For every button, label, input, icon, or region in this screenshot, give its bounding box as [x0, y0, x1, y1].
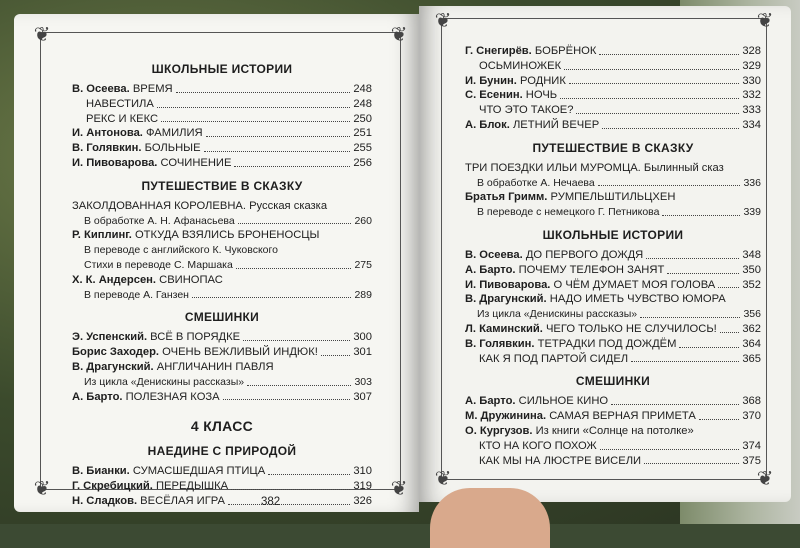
leader-dots — [321, 355, 350, 356]
entry-text: ВЕСЁЛАЯ ИГРА — [137, 494, 225, 507]
entry-page-number: 300 — [353, 331, 372, 344]
toc-entry — [465, 248, 761, 263]
leader-dots — [679, 347, 739, 348]
toc-entry — [72, 228, 372, 243]
ornament-icon: ❦ — [756, 466, 774, 490]
toc-entry — [465, 74, 761, 89]
leader-dots — [720, 332, 740, 333]
entry-page-number: 251 — [353, 127, 372, 140]
leader-dots — [228, 504, 350, 505]
ornament-icon: ❦ — [434, 8, 452, 32]
toc-entry — [465, 424, 761, 439]
leader-dots — [564, 69, 739, 70]
leader-dots — [640, 317, 740, 318]
leader-dots — [161, 121, 350, 122]
leader-dots — [602, 128, 739, 129]
entry-page-number: 334 — [742, 118, 761, 131]
entry-text: БОЛЬНЫЕ — [141, 142, 201, 155]
section-title: НАЕДИНЕ С ПРИРОДОЙ — [147, 444, 297, 459]
thumb — [430, 488, 550, 548]
entry-author: Х. К. Андерсен. — [72, 273, 157, 286]
toc-entry — [465, 292, 761, 307]
entry-author: М. Дружинина. — [465, 410, 547, 423]
section-title: СМЕШИНКИ — [575, 374, 651, 389]
entry-text: КТО НА КОГО ПОХОЖ — [479, 439, 597, 452]
entry-title — [86, 112, 158, 127]
entry-title — [477, 205, 659, 220]
leader-dots — [560, 98, 739, 99]
leader-dots — [646, 258, 739, 259]
entry-author: Г. Снегирёв. — [465, 45, 532, 57]
toc-entry — [465, 409, 761, 424]
entry-page-number: 248 — [353, 83, 372, 95]
toc-entry — [465, 322, 761, 337]
entry-page-number: 348 — [742, 248, 761, 261]
toc-entry — [465, 352, 761, 367]
entry-title — [465, 74, 566, 89]
toc-entry — [72, 112, 372, 127]
entry-text: ВРЕМЯ — [129, 83, 173, 95]
entry-text: КАК Я ПОД ПАРТОЙ СИДЕЛ — [479, 352, 629, 365]
toc-entry — [465, 103, 761, 118]
ornament-icon: ❦ — [33, 476, 51, 500]
entry-title — [465, 409, 696, 424]
entry-author: В. Бианки. — [72, 465, 130, 478]
toc-entry — [465, 278, 761, 293]
entry-page-number: 248 — [353, 97, 372, 110]
toc-entry — [72, 330, 372, 345]
entry-title — [84, 214, 235, 229]
entry-page-number: 362 — [742, 322, 761, 335]
entry-title — [477, 307, 637, 322]
leader-dots — [192, 297, 351, 298]
entry-text: ОСЬМИНОЖЕК — [479, 59, 562, 72]
entry-title — [465, 278, 715, 293]
toc-entry — [72, 360, 372, 375]
entry-title — [72, 228, 319, 243]
toc-entry — [72, 479, 372, 494]
toc-entry — [465, 176, 761, 191]
toc-entry — [465, 454, 761, 469]
entry-title — [465, 394, 608, 409]
toc-entry — [465, 44, 761, 59]
entry-author: В. Осеева. — [465, 248, 523, 261]
toc-entry — [72, 288, 372, 303]
left-page — [14, 14, 419, 512]
entry-page-number: 330 — [742, 74, 761, 87]
entry-title — [477, 176, 595, 191]
section-title: ШКОЛЬНЫЕ ИСТОРИИ — [542, 227, 684, 242]
entry-author: И. Пивоварова. — [72, 156, 158, 169]
entry-title — [479, 439, 597, 454]
entry-text: ЧТО ЭТО ТАКОЕ? — [479, 104, 574, 117]
entry-page-number: 333 — [742, 104, 761, 117]
entry-title — [84, 258, 233, 273]
section-title: СМЕШИНКИ — [184, 310, 260, 325]
section-title: ШКОЛЬНЫЕ ИСТОРИИ — [151, 62, 293, 76]
entry-page-number: 339 — [743, 206, 761, 219]
entry-text: РОДНИК — [516, 74, 566, 87]
entry-text: ПЕРЕДЫШКА — [152, 480, 229, 493]
entry-title — [72, 479, 228, 494]
toc-entry — [72, 126, 372, 141]
entry-text: КАК МЫ НА ЛЮСТРЕ ВИСЕЛИ — [479, 454, 642, 467]
toc-entry — [465, 337, 761, 352]
entry-page-number: 255 — [353, 142, 372, 155]
entry-page-number: 319 — [353, 480, 372, 493]
entry-author: Л. Каминский. — [465, 322, 543, 335]
entry-title — [465, 161, 724, 176]
entry-text: ЧЕГО ТОЛЬКО НЕ СЛУЧИЛОСЬ! — [542, 322, 717, 335]
toc-entry — [465, 59, 761, 74]
entry-text: ПОЧЕМУ ТЕЛЕФОН ЗАНЯТ — [515, 263, 665, 276]
toc-entry — [72, 375, 372, 390]
leader-dots — [598, 185, 741, 186]
entry-text: ОТКУДА ВЗЯЛИСЬ БРОНЕНОСЦЫ — [131, 229, 320, 242]
entry-title — [72, 141, 201, 156]
entry-title — [72, 82, 173, 97]
entry-author: И. Антонова. — [72, 127, 143, 140]
entry-title — [72, 156, 231, 171]
entry-page-number: 256 — [353, 156, 372, 169]
entry-page-number: 370 — [742, 410, 761, 423]
entry-author: В. Осеева. — [72, 83, 130, 95]
toc-entry — [72, 199, 372, 214]
ornament-icon: ❦ — [33, 22, 51, 46]
section-title: 4 КЛАСС — [190, 418, 254, 435]
entry-text: ТЕТРАДКИ ПОД ДОЖДЁМ — [534, 337, 677, 350]
entry-page-number: 374 — [742, 439, 761, 452]
toc-entry — [72, 243, 372, 258]
entry-author: И. Бунин. — [465, 74, 517, 87]
entry-text: В переводе с немецкого Г. Петникова — [477, 206, 660, 219]
entry-title — [479, 352, 628, 367]
entry-page-number: 332 — [742, 89, 761, 102]
entry-page-number: 364 — [742, 337, 761, 350]
entry-author: Н. Сладков. — [72, 494, 138, 507]
entry-title — [72, 464, 265, 479]
entry-title — [465, 263, 664, 278]
leader-dots — [223, 399, 351, 400]
entry-text: НАВЕСТИЛА — [86, 97, 154, 110]
entry-title — [72, 199, 327, 214]
entry-author: А. Барто. — [465, 395, 516, 408]
toc-entry — [72, 345, 372, 360]
entry-title — [72, 345, 318, 360]
entry-text: СИЛЬНОЕ КИНО — [515, 395, 609, 408]
entry-text: ТРИ ПОЕЗДКИ ИЛЬИ МУРОМЦА. Былинный сказ — [465, 161, 724, 174]
entry-text: ЛЕТНИЙ ВЕЧЕР — [509, 118, 600, 131]
ornament-icon: ❦ — [756, 8, 774, 32]
toc-entry — [465, 161, 761, 176]
entry-author: А. Барто. — [465, 263, 516, 276]
entry-text: В обработке А. Нечаева — [477, 176, 595, 189]
toc-entry — [465, 394, 761, 409]
entry-page-number: 289 — [354, 288, 372, 301]
toc-entry — [465, 190, 761, 205]
entry-page-number: 336 — [743, 176, 761, 189]
entry-page-number: 329 — [742, 59, 761, 72]
entry-text: В переводе А. Ганзен — [84, 288, 189, 301]
entry-page-number: 356 — [743, 308, 761, 321]
leader-dots — [667, 273, 739, 274]
toc-entry — [72, 214, 372, 229]
leader-dots — [611, 404, 739, 405]
entry-text: Из книги «Солнце на потолке» — [532, 424, 694, 437]
toc-entry — [465, 307, 761, 322]
entry-page-number: 328 — [742, 45, 761, 57]
toc-entry — [465, 118, 761, 133]
right-toc — [465, 44, 761, 468]
entry-text: РЕКС И КЕКС — [86, 112, 159, 125]
entry-title — [465, 248, 643, 263]
toc-entry — [72, 156, 372, 171]
right-page — [419, 6, 791, 502]
entry-title — [479, 454, 641, 469]
entry-page-number: 250 — [353, 112, 372, 125]
entry-title — [72, 494, 225, 509]
leader-dots — [206, 136, 351, 137]
entry-author: И. Пивоварова. — [465, 278, 551, 291]
entry-text: НОЧЬ — [522, 89, 558, 102]
entry-text: ДО ПЕРВОГО ДОЖДЯ — [522, 248, 644, 261]
entry-text: СУМАСШЕДШАЯ ПТИЦА — [129, 465, 266, 478]
leader-dots — [204, 151, 351, 152]
section-title: ПУТЕШЕСТВИЕ В СКАЗКУ — [141, 178, 303, 193]
entry-text: О ЧЁМ ДУМАЕТ МОЯ ГОЛОВА — [550, 278, 716, 291]
leader-dots — [247, 385, 351, 386]
entry-author: С. Есенин. — [465, 89, 523, 102]
entry-title — [84, 288, 189, 303]
leader-dots — [699, 419, 739, 420]
entry-text: САМАЯ ВЕРНАЯ ПРИМЕТА — [546, 410, 696, 423]
entry-text: ФАМИЛИЯ — [142, 127, 203, 140]
entry-author: Г. Скребицкий. — [72, 480, 153, 493]
entry-text: ВСЁ В ПОРЯДКЕ — [147, 331, 241, 344]
entry-author: В. Драгунский. — [72, 360, 154, 373]
leader-dots — [157, 107, 350, 108]
page-number: 382 — [261, 496, 281, 508]
leader-dots — [644, 463, 739, 464]
entry-author: О. Кургузов. — [465, 424, 533, 437]
leader-dots — [718, 287, 739, 288]
entry-author: А. Барто. — [72, 390, 123, 403]
entry-title — [465, 292, 726, 307]
entry-title — [84, 375, 244, 390]
entry-title — [465, 424, 694, 439]
toc-entry — [72, 494, 372, 509]
leader-dots — [662, 215, 740, 216]
ornament-icon: ❦ — [434, 466, 452, 490]
leader-dots — [234, 166, 350, 167]
entry-text: РУМПЕЛЬШТИЛЬЦХЕН — [547, 191, 676, 204]
toc-entry — [465, 439, 761, 454]
leader-dots — [576, 113, 739, 114]
entry-title — [479, 59, 561, 74]
entry-title — [72, 360, 274, 375]
entry-title — [465, 190, 675, 205]
entry-text: ОЧЕНЬ ВЕЖЛИВЫЙ ИНДЮК! — [159, 346, 318, 359]
entry-text: ЗАКОЛДОВАННАЯ КОРОЛЕВНА. Русская сказка — [72, 199, 328, 212]
entry-text: В переводе с английского К. Чуковского — [84, 244, 278, 257]
entry-text: СВИНОПАС — [156, 273, 223, 286]
entry-page-number: 260 — [354, 214, 372, 227]
leader-dots — [231, 489, 350, 490]
leader-dots — [236, 268, 352, 269]
entry-title — [465, 44, 596, 59]
entry-page-number: 301 — [353, 346, 372, 359]
entry-author: В. Драгунский. — [465, 293, 547, 306]
entry-title — [72, 330, 240, 345]
entry-page-number: 368 — [742, 395, 761, 408]
toc-entry — [465, 263, 761, 278]
entry-title — [72, 273, 223, 288]
entry-text: В обработке А. Н. Афанасьева — [84, 214, 235, 227]
entry-title — [479, 103, 573, 118]
entry-author: Р. Киплинг. — [72, 229, 132, 242]
entry-page-number: 352 — [742, 278, 761, 291]
toc-entry — [72, 82, 372, 97]
open-book — [14, 4, 794, 512]
ornament-icon: ❦ — [390, 22, 408, 46]
leader-dots — [243, 340, 350, 341]
entry-page-number: 307 — [353, 390, 372, 403]
entry-text: Из цикла «Денискины рассказы» — [477, 308, 638, 321]
leader-dots — [268, 474, 350, 475]
entry-page-number: 303 — [354, 375, 372, 388]
entry-text: НАДО ИМЕТЬ ЧУВСТВО ЮМОРА — [546, 293, 726, 306]
entry-page-number: 350 — [742, 263, 761, 276]
entry-title — [72, 390, 220, 405]
entry-title — [84, 243, 278, 258]
toc-entry — [72, 390, 372, 405]
entry-author: Борис Заходер. — [72, 346, 160, 359]
toc-entry — [72, 97, 372, 112]
leader-dots — [176, 92, 351, 93]
entry-page-number: 275 — [354, 258, 372, 271]
toc-entry — [72, 464, 372, 479]
entry-title — [465, 337, 676, 352]
toc-entry — [72, 141, 372, 156]
entry-author: А. Блок. — [465, 118, 510, 131]
entry-author: В. Голявкин. — [72, 142, 142, 155]
leader-dots — [599, 54, 739, 55]
entry-text: Стихи в переводе С. Маршака — [84, 258, 233, 271]
entry-page-number: 365 — [742, 352, 761, 365]
toc-entry — [465, 88, 761, 103]
entry-title — [465, 88, 557, 103]
entry-title — [86, 97, 154, 112]
entry-text: СОЧИНЕНИЕ — [157, 156, 232, 169]
entry-page-number: 326 — [353, 494, 372, 507]
leader-dots — [600, 449, 740, 450]
entry-text: БОБРЁНОК — [531, 45, 597, 57]
ornament-icon: ❦ — [390, 476, 408, 500]
entry-title — [72, 126, 203, 141]
leader-dots — [238, 223, 352, 224]
entry-author: В. Голявкин. — [465, 337, 535, 350]
toc-entry — [72, 273, 372, 288]
entry-author: Братья Гримм. — [465, 191, 548, 204]
entry-title — [465, 118, 599, 133]
entry-page-number: 310 — [353, 465, 372, 478]
toc-entry — [72, 258, 372, 273]
entry-title — [465, 322, 717, 337]
entry-author: Э. Успенский. — [72, 331, 148, 344]
section-title: ПУТЕШЕСТВИЕ В СКАЗКУ — [532, 140, 694, 155]
leader-dots — [631, 361, 739, 362]
entry-page-number: 375 — [742, 454, 761, 467]
toc-entry — [465, 205, 761, 220]
leader-dots — [569, 83, 739, 84]
entry-text: Из цикла «Денискины рассказы» — [84, 375, 245, 388]
left-toc — [72, 54, 372, 509]
entry-text: ПОЛЕЗНАЯ КОЗА — [122, 390, 220, 403]
entry-text: АНГЛИЧАНИН ПАВЛЯ — [153, 360, 274, 373]
